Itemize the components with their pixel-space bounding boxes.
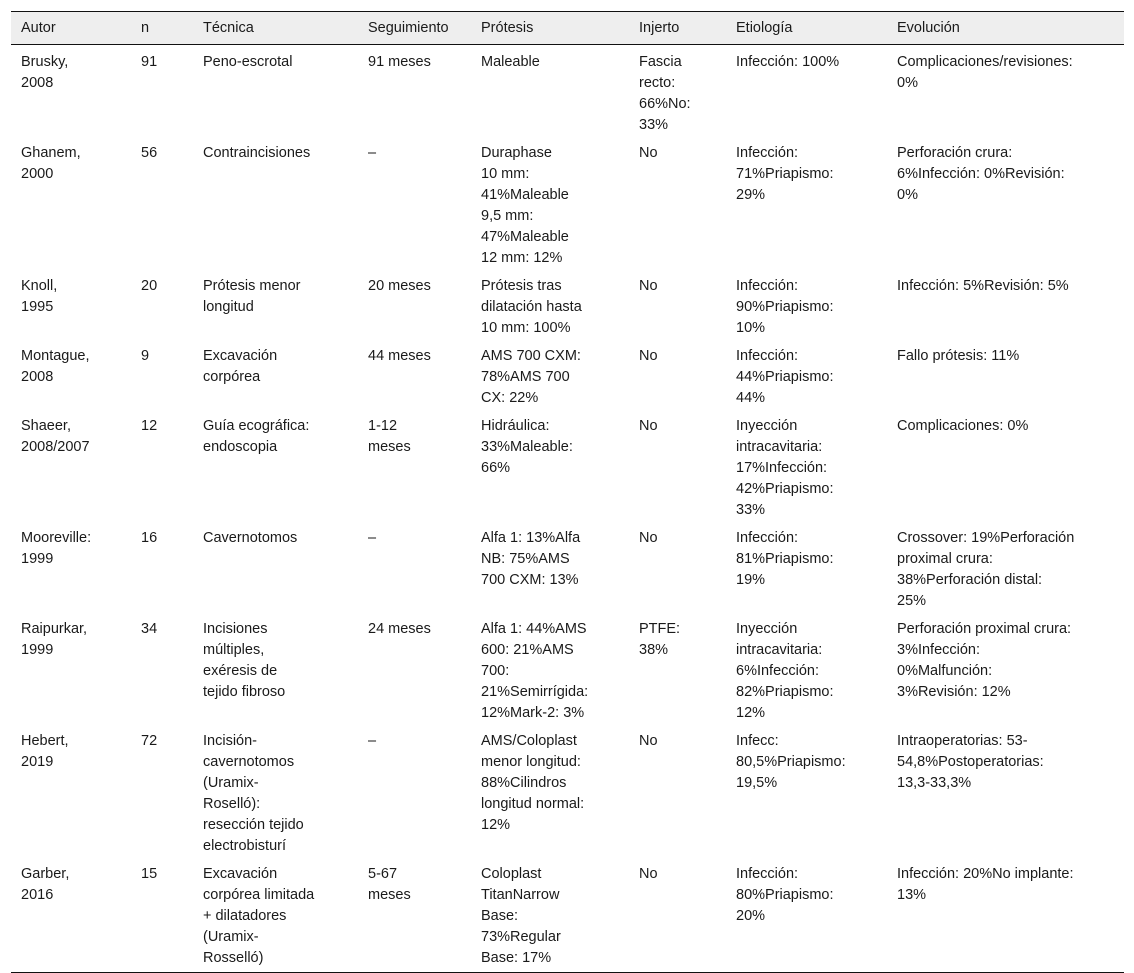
cell-evolucion: Perforación crura: 6%Infección: 0%Revisión: 0% xyxy=(897,145,1065,203)
cell-seguimiento: 20 meses xyxy=(368,278,431,294)
cell-autor: Brusky, 2008 xyxy=(21,54,69,91)
cell-etiologia: Inyección intracavitaria: 17%Infección: 42%Priapismo: 33% xyxy=(736,418,834,518)
header-n: n xyxy=(131,12,193,45)
table-row xyxy=(11,45,1124,137)
cell-injerto: No xyxy=(639,145,658,161)
cell-tecnica: Incisiones múltiples, exéresis de tejido fibroso xyxy=(203,621,286,700)
cell-tecnica: Excavación corpórea limitada + dilatadores (Uramix- Rosselló) xyxy=(193,857,358,973)
cell-seguimiento: 1-12 meses xyxy=(368,418,411,455)
header-evolucion: Evolución xyxy=(887,12,1124,45)
cell-autor: Mooreville: 1999 xyxy=(21,530,92,567)
header-tecnica: Técnica xyxy=(193,12,358,45)
cell-autor: Raipurkar, 1999 xyxy=(21,621,88,658)
cell-tecnica: Prótesis menor longitud xyxy=(203,278,301,315)
header-seguimiento: Seguimiento xyxy=(358,12,471,45)
cell-protesis: Prótesis tras dilatación hasta 10 mm: 100% xyxy=(481,278,582,336)
table-row xyxy=(11,857,1124,973)
cell-etiologia: Infección: 100% xyxy=(736,54,840,70)
table-row xyxy=(11,612,1124,724)
cell-etiologia: Inyección intracavitaria: 6%Infección: 82%Priapismo: 12% xyxy=(736,621,834,721)
cell-evolucion: Infección: 5%Revisión: 5% xyxy=(897,278,1069,294)
cell-protesis: AMS 700 CXM: 78%AMS 700 CX: 22% xyxy=(481,348,581,406)
cell-injerto: No xyxy=(639,278,658,294)
cell-n: 20 xyxy=(141,278,158,294)
cell-evolucion: Fallo prótesis: 11% xyxy=(897,348,1020,364)
cell-tecnica: Contraincisiones xyxy=(203,145,311,161)
header-autor: Autor xyxy=(11,12,131,45)
cell-injerto: No xyxy=(639,348,658,364)
cell-n: 12 xyxy=(141,418,158,434)
cell-autor: Hebert, 2019 xyxy=(21,733,69,770)
cell-tecnica: Excavación corpórea xyxy=(203,348,278,385)
cell-protesis: AMS/Coloplast menor longitud: 88%Cilindros longitud normal: 12% xyxy=(481,733,585,833)
data-table xyxy=(11,11,1124,973)
cell-etiologia: Infección: 71%Priapismo: 29% xyxy=(736,145,834,203)
cell-autor: Ghanem, 2000 xyxy=(21,145,81,182)
table-row xyxy=(11,269,1124,339)
cell-etiologia: Infección: 81%Priapismo: 19% xyxy=(736,530,834,588)
cell-injerto: No xyxy=(639,418,658,434)
cell-protesis: Maleable xyxy=(481,54,540,70)
cell-evolucion: Complicaciones: 0% xyxy=(897,418,1029,434)
table-row xyxy=(11,136,1124,269)
table-row xyxy=(11,409,1124,521)
cell-autor: Shaeer, 2008/2007 xyxy=(21,418,90,455)
cell-evolucion: Intraoperatorias: 53- 54,8%Postoperatorias: 13,3-33,3% xyxy=(897,733,1044,791)
cell-injerto: No xyxy=(639,733,658,749)
cell-n: 91 xyxy=(141,54,158,70)
cell-seguimiento: – xyxy=(368,145,377,161)
cell-etiologia: Infección: 90%Priapismo: 10% xyxy=(736,278,834,336)
cell-etiologia: Infección: 44%Priapismo: 44% xyxy=(736,348,834,406)
header-protesis: Prótesis xyxy=(471,12,629,45)
cell-tecnica: Peno-escrotal xyxy=(203,54,293,70)
cell-injerto: No xyxy=(629,857,726,973)
table-row xyxy=(11,521,1124,612)
header-etiologia: Etiología xyxy=(726,12,887,45)
cell-tecnica: Incisión- cavernotomos (Uramix- Roselló): resección tejido electrobisturí xyxy=(203,733,304,854)
cell-autor: Garber, 2016 xyxy=(11,857,131,973)
cell-tecnica: Cavernotomos xyxy=(203,530,298,546)
cell-tecnica: Guía ecográfica: endoscopia xyxy=(203,418,310,455)
cell-etiologia: Infecc: 80,5%Priapismo: 19,5% xyxy=(736,733,846,791)
cell-seguimiento: 24 meses xyxy=(368,621,431,637)
cell-seguimiento: 91 meses xyxy=(368,54,431,70)
cell-protesis: Hidráulica: 33%Maleable: 66% xyxy=(481,418,573,476)
cell-n: 72 xyxy=(141,733,158,749)
cell-injerto: PTFE: 38% xyxy=(639,621,681,658)
cell-seguimiento: – xyxy=(368,733,377,749)
cell-protesis: Duraphase 10 mm: 41%Maleable 9,5 mm: 47%Maleable 12 mm: 12% xyxy=(481,145,569,266)
table-row xyxy=(11,724,1124,857)
cell-seguimiento: – xyxy=(368,530,377,546)
cell-etiologia: Infección: 80%Priapismo: 20% xyxy=(726,857,887,973)
cell-evolucion: Infección: 20%No implante: 13% xyxy=(887,857,1124,973)
cell-n: 9 xyxy=(141,348,150,364)
cell-seguimiento: 5-67 meses xyxy=(358,857,471,973)
cell-evolucion: Crossover: 19%Perforación proximal crura: 38%Perforación distal: 25% xyxy=(897,530,1075,609)
cell-injerto: No xyxy=(639,530,658,546)
table-row xyxy=(11,339,1124,409)
cell-n: 34 xyxy=(141,621,158,637)
cell-injerto: Fascia recto: 66%No: 33% xyxy=(639,54,691,133)
cell-protesis: Coloplast TitanNarrow Base: 73%Regular Base: 17% xyxy=(471,857,629,973)
cell-n: 15 xyxy=(131,857,193,973)
cell-autor: Montague, 2008 xyxy=(21,348,90,385)
cell-n: 16 xyxy=(141,530,158,546)
cell-n: 56 xyxy=(141,145,158,161)
cell-protesis: Alfa 1: 44%AMS 600: 21%AMS 700: 21%Semirrígida: 12%Mark-2: 3% xyxy=(481,621,589,721)
header-injerto: Injerto xyxy=(629,12,726,45)
table-header-row xyxy=(11,12,1124,45)
cell-protesis: Alfa 1: 13%Alfa NB: 75%AMS 700 CXM: 13% xyxy=(481,530,581,588)
cell-evolucion: Perforación proximal crura: 3%Infección: 0%Malfunción: 3%Revisión: 12% xyxy=(897,621,1072,700)
cell-autor: Knoll, 1995 xyxy=(21,278,58,315)
cell-seguimiento: 44 meses xyxy=(368,348,431,364)
cell-evolucion: Complicaciones/revisiones: 0% xyxy=(897,54,1073,91)
